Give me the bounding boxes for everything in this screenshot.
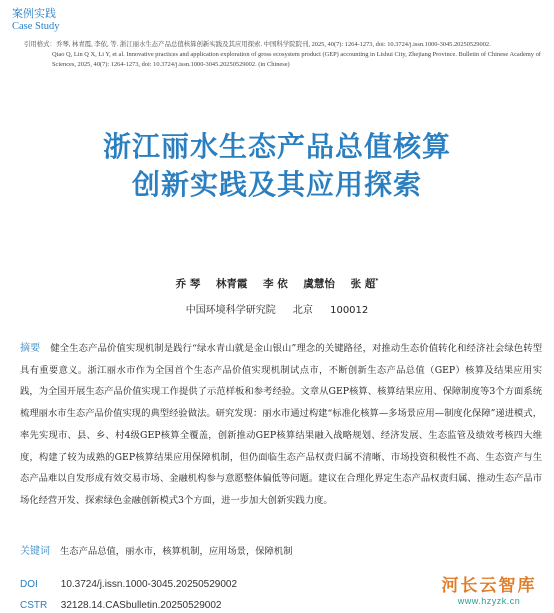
keywords-label: 关键词 [20, 546, 50, 557]
section-tag [12, 8, 60, 33]
cstr-label: CSTR [20, 600, 48, 611]
citation-block [24, 40, 542, 70]
watermark-url: www.hzyzk.cn [457, 596, 521, 606]
section-tag-en: Case Study [12, 20, 60, 32]
author-name: 乔 琴 [175, 278, 201, 290]
author-name-corresponding [351, 278, 379, 290]
article-title-line-2: 创新实践及其应用探索 [131, 168, 422, 201]
keywords [20, 542, 542, 557]
keywords-text: 生态产品总值，丽水市，核算机制，应用场景，保障机制 [60, 546, 293, 557]
article-title [0, 128, 554, 204]
affiliation [0, 301, 554, 316]
doi-value[interactable]: 10.3724/j.issn.1000-3045.20250529002 [60, 579, 238, 590]
author-list [0, 276, 554, 291]
watermark [430, 576, 548, 606]
corresponding-author-mark: * [375, 277, 379, 285]
author-name: 虞慧怡 [303, 278, 335, 290]
author-name: 张 超 [350, 278, 376, 290]
affiliation-postcode: 100012 [330, 305, 369, 316]
citation-en: Qiao Q, Lin Q X, Li Y, et al. Innovative practices and application exploration of gross ecosystem product (GEP) accounting in Lishui City, Zhejiang Province. Bulletin of Chinese Academy of Sciences, 2025, 40(7): 1264-1273, doi: 10.3724/j.issn.1000-3045.20250529002. (in Chinese) [52, 51, 541, 68]
abstract [20, 338, 542, 512]
cstr-row [20, 595, 237, 613]
article-title-line-1: 浙江丽水生态产品总值核算 [102, 130, 451, 163]
doi-row [20, 574, 237, 595]
section-tag-cn: 案例实践 [12, 7, 56, 20]
abstract-text: 健全生态产品价值实现机制是践行“绿水青山就是金山银山”理念的关键路径，对推动生态价值转化和经济社会绿色转型具有重要意义。浙江丽水市作为全国首个生态产品价值实现机制试点市，不断创新生态产品总值（GEP）核算及结果应用实践，为全国开展生态产品价值实现工作提供了示范样板和参考经验。文章从GEP核算、核算结果应用、保障制度等3个方面系统梳理丽水市生态产品价值实现的典型经验做法。研究发现：丽水市通过构建“标准化核算—多场景应用—制度化保障”递进模式，率先实现市、县、乡、村4级GEP核算全覆盖，创新推动GEP核算结果融入战略规划、经济发展、生态监管及绩效考核四大维度，构建了较为成熟的GEP核算结果应用保障机制，但仍面临生态产品权责归属不清晰、市场投资积极性不高、生态资产与生态产品难以自发形成有效交易市场、金融机构参与意愿整体偏低等问题。建议在合理化界定生态产品权责归属、推动生态产品市场化经营开发、探索绿色金融创新模式3个方面，进一步加大创新实践力度。 [20, 343, 542, 506]
identifiers [20, 574, 237, 613]
author-name: 林青霞 [215, 278, 248, 290]
abstract-label: 摘要 [20, 343, 41, 354]
affiliation-city: 北京 [292, 305, 313, 316]
cstr-value: 32128.14.CASbulletin.20250529002 [60, 600, 222, 611]
affiliation-org: 中国环境科学研究院 [185, 305, 276, 316]
author-name: 李 依 [263, 278, 288, 290]
watermark-name: 河长云智库 [441, 576, 537, 596]
doi-label: DOI [20, 579, 38, 590]
citation-cn: 引用格式：乔琴, 林青霞, 李依, 等. 浙江丽水生态产品总值核算创新实践及其应用探索. 中国科学院院刊, 2025, 40(7): 1264-1273, doi: 10.3724/j.issn.1000-3045.20250529002. [24, 41, 491, 48]
